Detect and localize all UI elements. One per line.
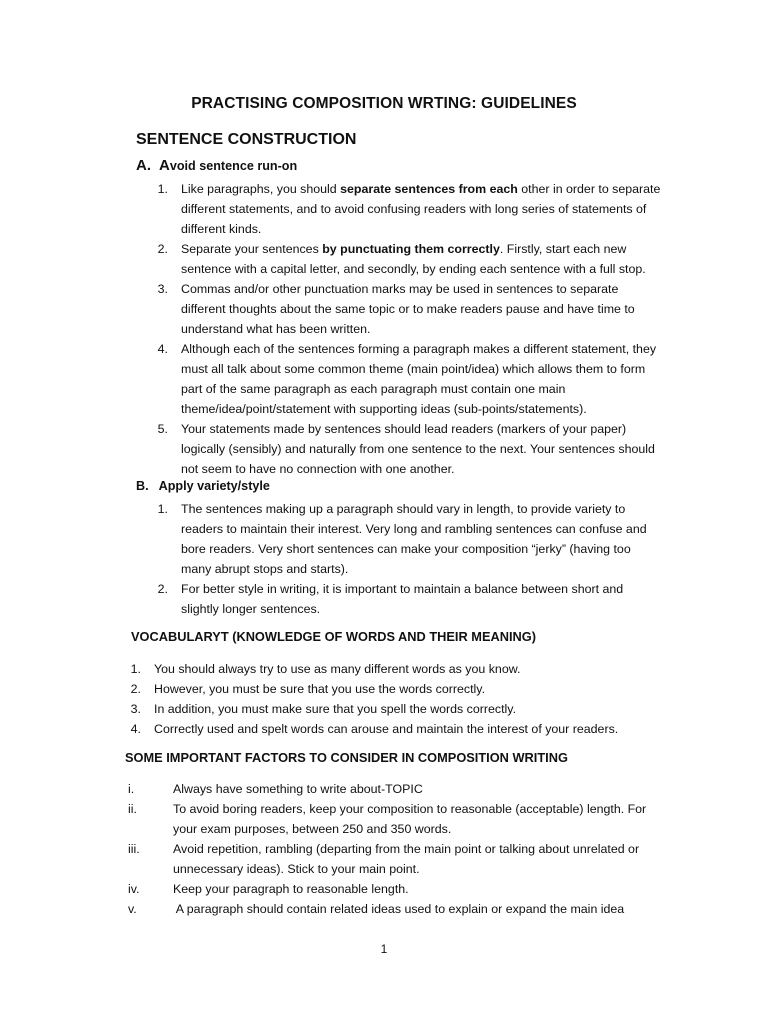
- subsection-b-item-line: [181, 599, 320, 619]
- line-text: part of the same paragraph as each paragraph must contain one main: [181, 382, 566, 396]
- line-text: slightly longer sentences.: [181, 602, 321, 616]
- subsection-a-item-line: [181, 179, 660, 199]
- subsection-a-item-line: [181, 459, 454, 479]
- subsection-a-item-line: [181, 319, 370, 339]
- factors-item-number: i.: [128, 782, 135, 796]
- vocabulary-item-text: In addition, you must make sure that you spell the words correctly.: [154, 702, 517, 716]
- subsection-a-item-line: [181, 219, 261, 239]
- factors-item-line: unnecessary ideas). Stick to your main point.: [173, 862, 420, 876]
- vocabulary-item-text: You should always try to use as many different words as you know.: [154, 662, 521, 676]
- subsection-b-item-line: [181, 499, 625, 519]
- subsection-a-item-number: 4.: [157, 342, 168, 356]
- line-text: Separate your sentences: [181, 242, 323, 256]
- subsection-a-item-line: [181, 279, 618, 299]
- document-title: PRACTISING COMPOSITION WRTING: GUIDELINES: [191, 95, 577, 112]
- subsection-b-item-number: 1.: [157, 502, 168, 516]
- line-text: different thoughts about the same topic or to make readers pause and have time to: [181, 302, 635, 316]
- subsection-b-letter: B.: [136, 479, 149, 493]
- line-text: sentence with a capital letter, and secondly, by ending each sentence with a full stop.: [181, 262, 646, 276]
- factors-item-line: your exam purposes, between 250 and 350 words.: [173, 822, 452, 836]
- vocabulary-item-text: Correctly used and spelt words can arouse and maintain the interest of your readers.: [154, 722, 619, 736]
- subsection-a-item-line: [181, 239, 626, 259]
- factors-item-line: Always have something to write about-TOPIC: [173, 782, 423, 796]
- subsection-a-letter: A.: [136, 157, 151, 174]
- line-text: . Firstly, start each new: [499, 242, 627, 256]
- subsection-a-item-line: [181, 379, 565, 399]
- subsection-a-item-line: [181, 439, 655, 459]
- subsection-b-item-line: [181, 579, 623, 599]
- subsection-a-item-line: [181, 359, 645, 379]
- vocabulary-item-number: 1.: [130, 662, 141, 676]
- line-text: logically (sensibly) and naturally from one sentence to the next. Your sentences should: [181, 442, 655, 456]
- line-text: bore readers. Very short sentences can make your composition “jerky” (having too: [181, 542, 631, 556]
- emphasized-text: by punctuating them correctly: [322, 242, 500, 256]
- line-text: understand what has been written.: [181, 322, 371, 336]
- subsection-b-item-line: [181, 519, 647, 539]
- subsection-a-item-number: 1.: [157, 182, 168, 196]
- line-text: theme/idea/point/statement with supporting ideas (sub-points/statements).: [181, 402, 587, 416]
- line-text: For better style in writing, it is important to maintain a balance between short and: [181, 582, 624, 596]
- line-text: The sentences making up a paragraph should vary in length, to provide variety to: [181, 502, 626, 516]
- line-text: different kinds.: [181, 222, 262, 236]
- line-text: Like paragraphs, you should: [181, 182, 341, 196]
- page-number: 1: [380, 942, 388, 956]
- vocabulary-heading: VOCABULARYT (KNOWLEDGE OF WORDS AND THEIR MEANING): [131, 629, 536, 644]
- subsection-b-item-line: [181, 559, 348, 579]
- factors-item-number: iv.: [128, 882, 140, 896]
- subsection-a-item-number: 3.: [157, 282, 168, 296]
- line-text: Commas and/or other punctuation marks may be used in sentences to separate: [181, 282, 619, 296]
- factors-item-line: Avoid repetition, rambling (departing from the main point or talking about unrelated or: [173, 842, 640, 856]
- factors-item-line: To avoid boring readers, keep your composition to reasonable (acceptable) length. For: [173, 802, 647, 816]
- subsection-a-item-line: [181, 199, 646, 219]
- subsection-b-item-number: 2.: [157, 582, 168, 596]
- subsection-a-item-line: [181, 419, 626, 439]
- factors-item-number: ii.: [128, 802, 137, 816]
- sentence-construction-heading: SENTENCE CONSTRUCTION: [136, 131, 357, 148]
- subsection-a-label: void sentence run-on: [169, 159, 298, 173]
- line-text: other in order to separate: [517, 182, 661, 196]
- factors-item-number: v.: [128, 902, 137, 916]
- subsection-a-item-line: [181, 399, 587, 419]
- line-text: different statements, and to avoid confusing readers with long series of statements of: [181, 202, 647, 216]
- line-text: not seem to have no connection with one another.: [181, 462, 455, 476]
- subsection-a-item-number: 2.: [157, 242, 168, 256]
- line-text: Your statements made by sentences should lead readers (markers of your paper): [181, 422, 627, 436]
- subsection-b-heading: [136, 479, 270, 493]
- subsection-a-item-number: 5.: [157, 422, 168, 436]
- subsection-a-item-line: [181, 259, 646, 279]
- vocabulary-item-text: However, you must be sure that you use the words correctly.: [154, 682, 486, 696]
- line-text: many abrupt stops and starts).: [181, 562, 349, 576]
- factors-item-line: A paragraph should contain related ideas used to explain or expand the main idea: [173, 902, 625, 916]
- subsection-a-initial: A: [159, 157, 170, 174]
- subsection-b-label: Apply variety/style: [158, 479, 270, 493]
- subsection-a-heading: [136, 157, 297, 174]
- line-text: must all talk about some common theme (main point/idea) which allows them to form: [181, 362, 646, 376]
- factors-heading: SOME IMPORTANT FACTORS TO CONSIDER IN COMPOSITION WRITING: [125, 750, 568, 765]
- vocabulary-item-number: 2.: [130, 682, 141, 696]
- subsection-a-item-line: [181, 299, 635, 319]
- emphasized-text: separate sentences from each: [340, 182, 518, 196]
- subsection-a-item-line: [181, 339, 656, 359]
- vocabulary-item-number: 4.: [130, 722, 141, 736]
- line-text: readers to maintain their interest. Very long and rambling sentences can confuse and: [181, 522, 647, 536]
- factors-item-number: iii.: [128, 842, 140, 856]
- line-text: Although each of the sentences forming a paragraph makes a different statement, they: [181, 342, 657, 356]
- factors-item-line: Keep your paragraph to reasonable length.: [173, 882, 409, 896]
- subsection-b-item-line: [181, 539, 631, 559]
- vocabulary-item-number: 3.: [130, 702, 141, 716]
